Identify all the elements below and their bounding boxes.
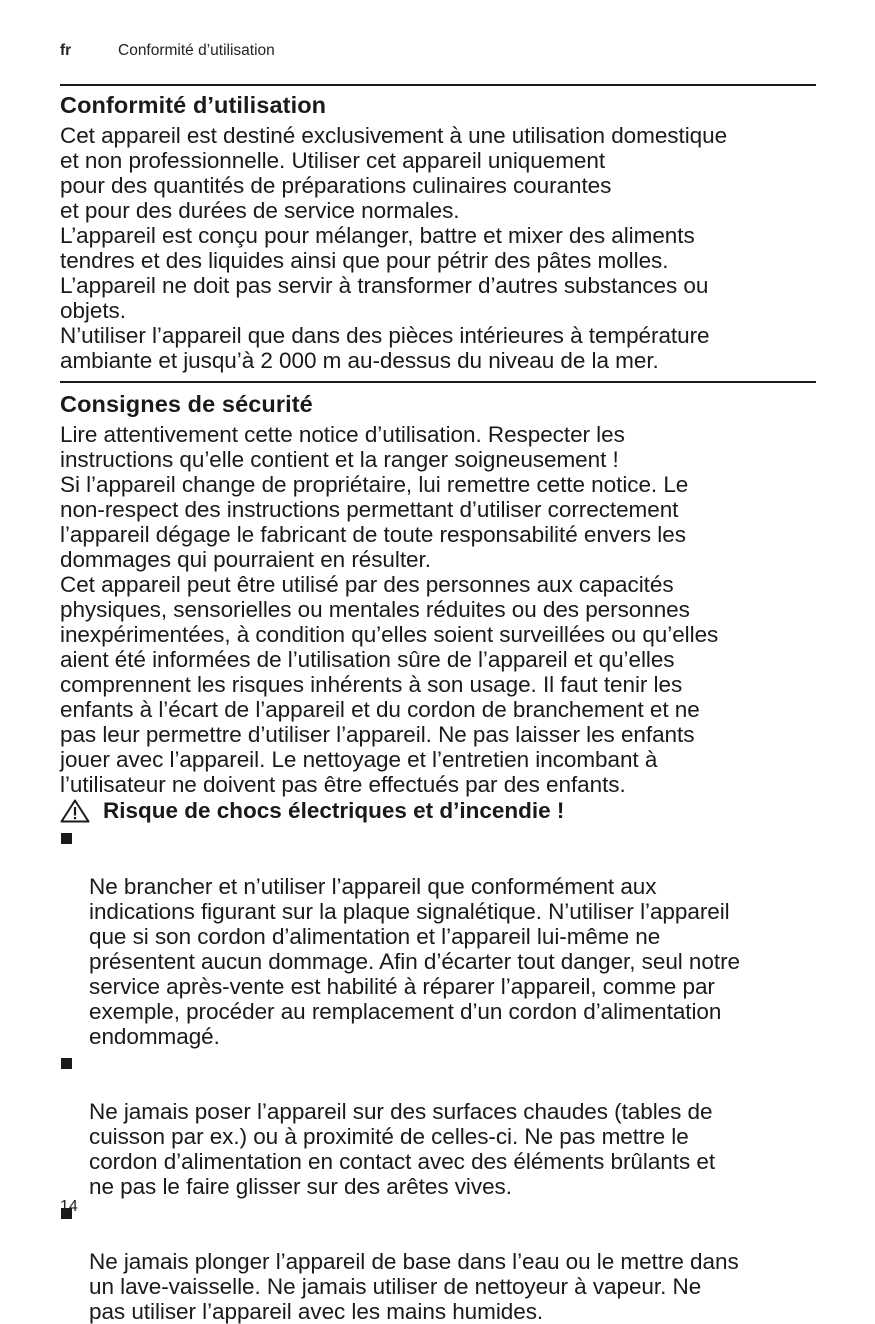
- section-heading: Consignes de sécurité: [60, 391, 313, 417]
- safety-bullet-list: [60, 824, 820, 1324]
- warning-title: Risque de chocs électriques et d’incendie !: [103, 798, 565, 823]
- list-item-text: Ne jamais plonger l’appareil de base dans l’eau ou le mettre dans un lave-vaisselle. Ne jamais utiliser de nettoyeur à vapeur. Ne pas utiliser l’appareil avec les mains humides.: [89, 1249, 739, 1324]
- section-safety: [60, 390, 820, 1324]
- page-header: [60, 41, 816, 61]
- section-divider: [60, 381, 816, 383]
- list-item: [60, 824, 820, 1049]
- list-item: [60, 1049, 820, 1199]
- section-divider: [60, 84, 816, 86]
- running-title: Conformité d’utilisation: [118, 42, 275, 59]
- page-number: 14: [60, 1198, 78, 1215]
- language-code: fr: [60, 42, 72, 59]
- warning-heading: [60, 797, 820, 824]
- section-heading: Conformité d’utilisation: [60, 92, 327, 118]
- list-item: [60, 1199, 820, 1324]
- list-item-text: Ne jamais poser l’appareil sur des surfaces chaudes (tables de cuisson par ex.) ou à proximité de celles-ci. Ne pas mettre le cordon d’alimentation en contact avec des éléments brûlants et ne pas le faire glisser sur des arêtes vives.: [89, 1099, 716, 1199]
- section-body: Cet appareil est destiné exclusivement à une utilisation domestique et non professionnelle. Utiliser cet appareil uniquement pour des quantités de préparations culinaires courantes et pour des durées de service normales. L’appareil est conçu pour mélanger, battre et mixer des aliments tendres et des liquides ainsi que pour pétrir des pâtes molles. L’appareil ne doit pas servir à transformer d’autres substances ou objets. N’utiliser l’appareil que dans des pièces intérieures à température ambiante et jusqu’à 2 000 m au-dessus du niveau de la mer.: [60, 123, 728, 373]
- warning-triangle-icon: [60, 799, 90, 823]
- bullet-square-icon: [61, 833, 72, 844]
- list-item-text: Ne brancher et n’utiliser l’appareil que conformément aux indications figurant sur la plaque signalétique. N’utiliser l’appareil que si son cordon d’alimentation et l’appareil lui-même ne présentent aucun dommage. Afin d’écarter tout danger, seul notre service après-vente est habilité à réparer l’appareil, comme par exemple, procéder au remplacement d’un cordon d’alimentation endommagé.: [89, 874, 740, 1049]
- bullet-square-icon: [61, 1058, 72, 1069]
- section-body: Lire attentivement cette notice d’utilisation. Respecter les instructions qu’elle contient et la ranger soigneusement ! Si l’appareil change de propriétaire, lui remettre cette notice. Le non-respect des instructions permettant d’utiliser correctement l’appareil dégage le fabricant de toute responsabilité envers les dommages qui pourraient en résulter. Cet appareil peut être utilisé par des personnes aux capacités physiques, sensorielles ou mentales réduites ou des personnes inexpérimentées, à condition qu’elles soient surveillées ou qu’elles aient été informées de l’utilisation sûre de l’appareil et qu’elles comprennent les risques inhérents à son usage. Il faut tenir les enfants à l’écart de l’appareil et du cordon de branchement et ne pas leur permettre d’utiliser l’appareil. Ne pas laisser les enfants jouer avec l’appareil. Le nettoyage et l’entretien incombant à l’utilisateur ne doivent pas être effectués par des enfants.: [60, 422, 719, 797]
- section-intended-use: [60, 91, 820, 373]
- document-page: [60, 0, 816, 1324]
